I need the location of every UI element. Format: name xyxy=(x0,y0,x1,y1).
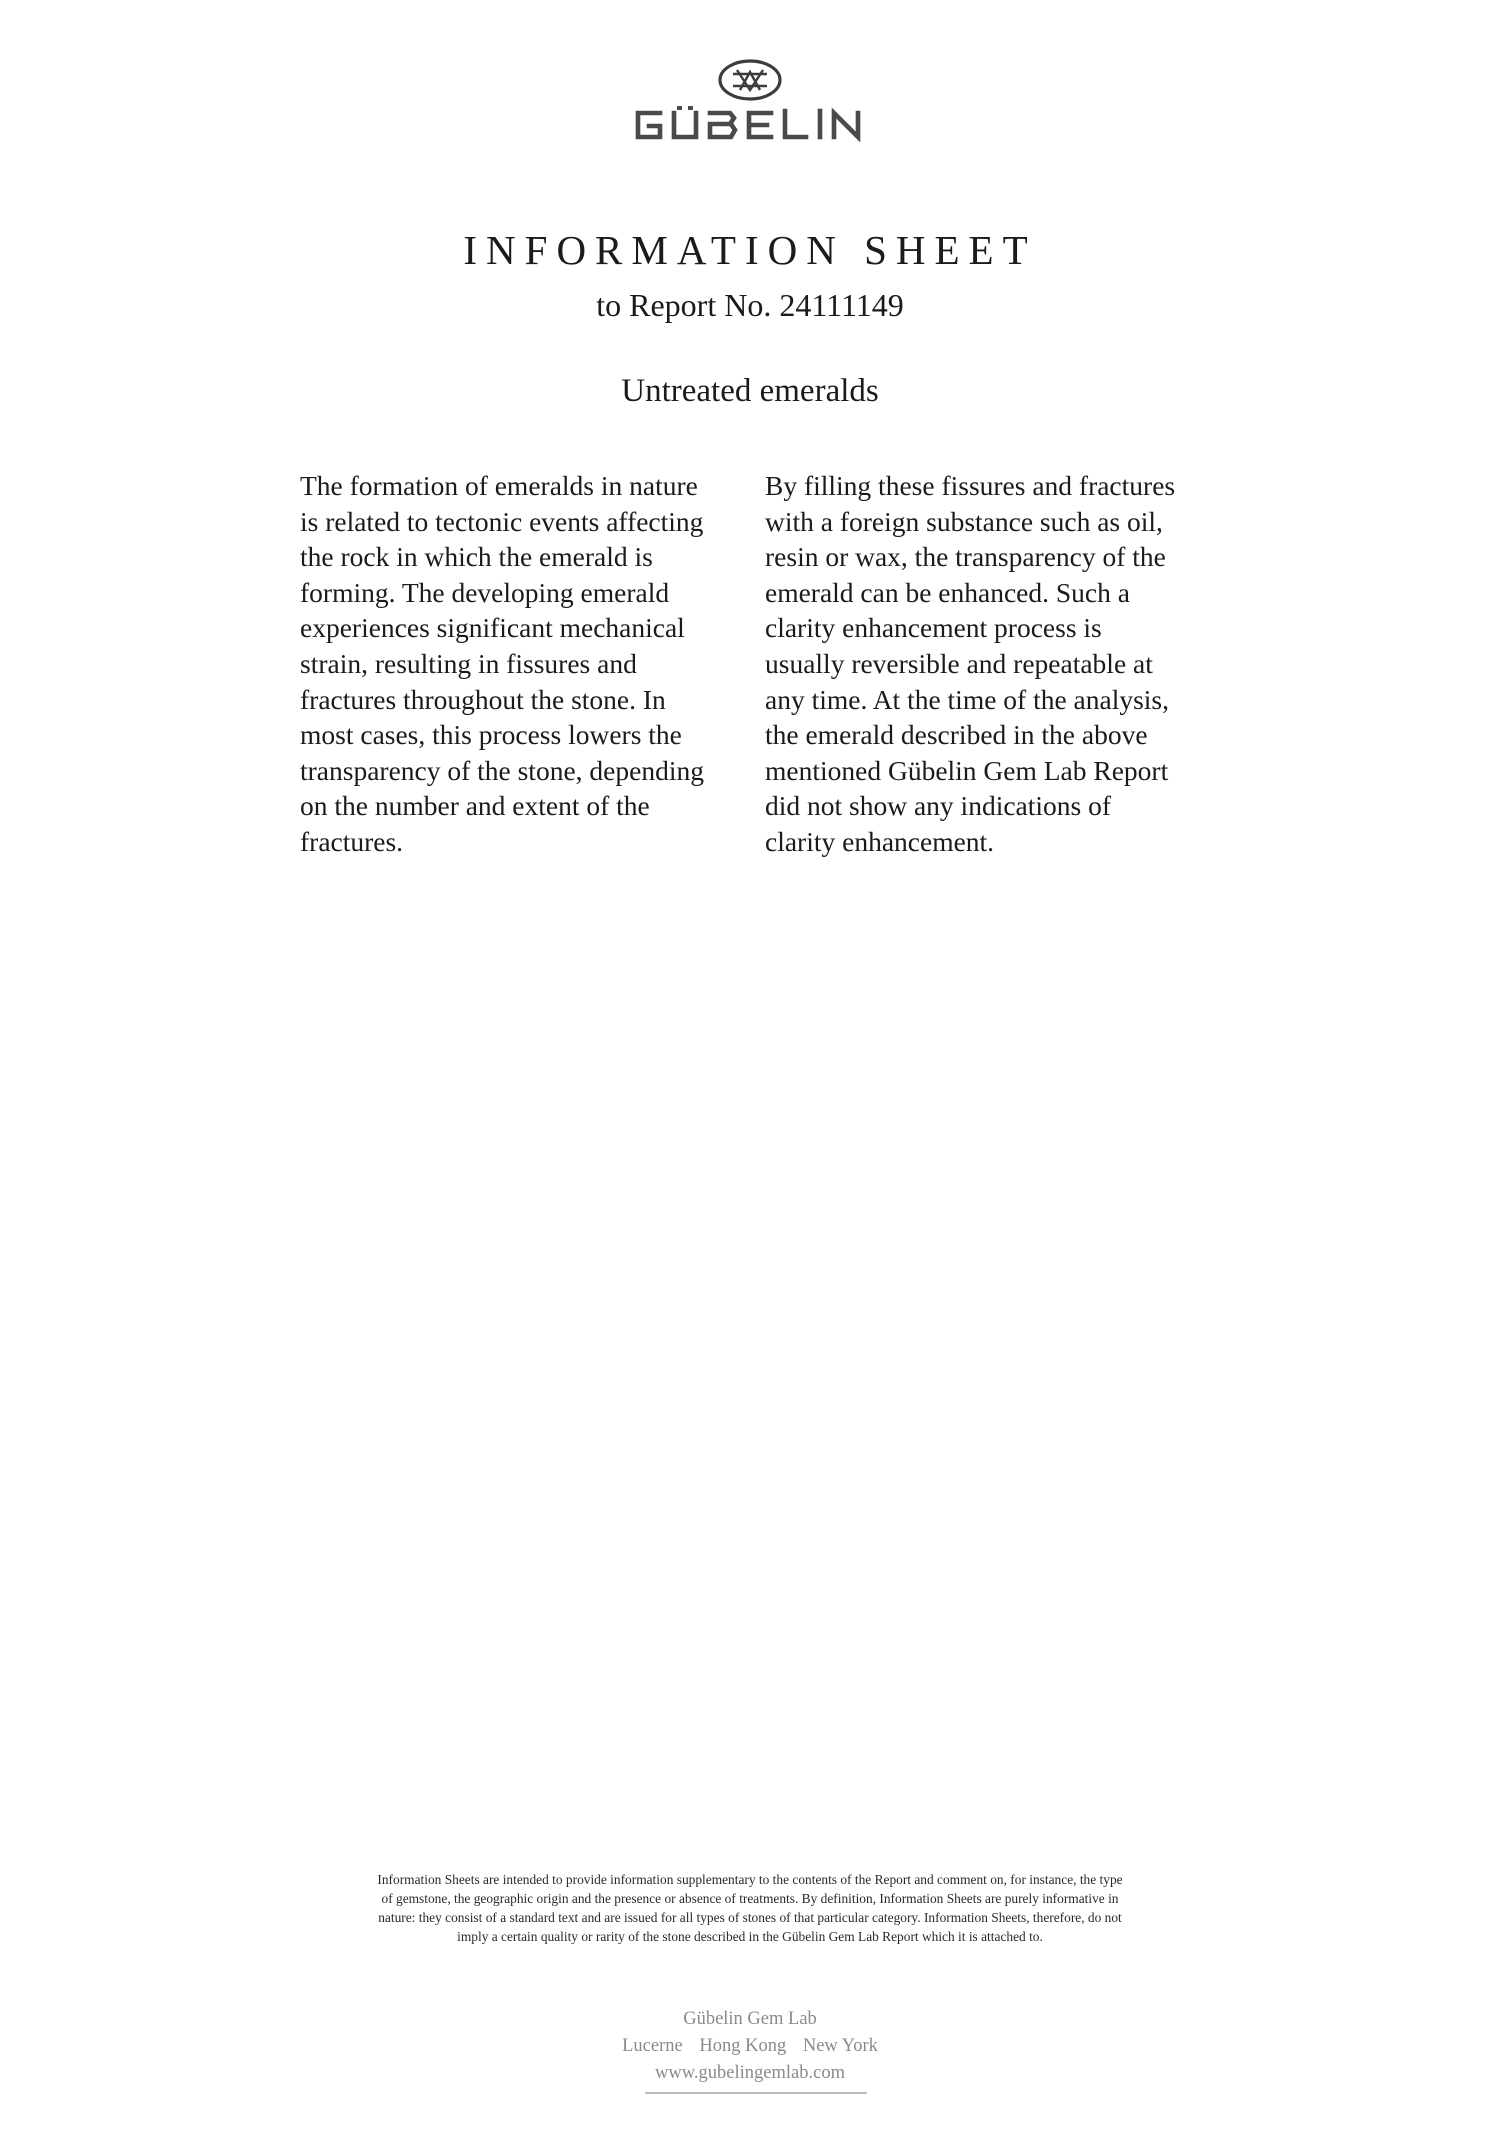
gubelin-logo xyxy=(0,58,1500,142)
report-number: to Report No. 24111149 xyxy=(596,287,904,323)
text-line: with a foreign substance such as oil, xyxy=(765,505,1163,537)
footer-cities xyxy=(0,2033,1500,2060)
disclaimer-line: of gemstone, the geographic origin and the presence or absence of treatments. By definition, Information Sheets are purely informative in xyxy=(381,1891,1119,1906)
text-line: clarity enhancement process is xyxy=(765,612,1102,644)
text-line: usually reversible and repeatable at xyxy=(765,647,1153,679)
text-line: fractures throughout the stone. In xyxy=(300,683,666,715)
text-line: resin or wax, the transparency of the xyxy=(765,541,1166,573)
text-line: The formation of emeralds in nature xyxy=(300,470,698,501)
section-title: Untreated emeralds xyxy=(621,373,879,409)
text-line: clarity enhancement. xyxy=(765,825,995,857)
gubelin-emblem-icon xyxy=(715,58,785,102)
text-line: any time. At the time of the analysis, xyxy=(765,683,1170,715)
text-line: transparency of the stone, depending xyxy=(300,754,704,786)
text-line: the emerald described in the above xyxy=(765,719,1148,751)
disclaimer-line: Information Sheets are intended to provide information supplementary to the contents of the Report and comment on, for instance, the type xyxy=(377,1872,1123,1887)
footer-city: New York xyxy=(802,2036,878,2056)
text-line: emerald can be enhanced. Such a xyxy=(765,576,1130,608)
text-line: By filling these fissures and fractures xyxy=(765,470,1176,501)
footer-lab-name: Gübelin Gem Lab xyxy=(683,2009,817,2029)
text-line: strain, resulting in fissures and xyxy=(300,647,637,679)
text-line: most cases, this process lowers the xyxy=(300,719,682,751)
disclaimer xyxy=(290,1870,1210,1946)
gubelin-wordmark xyxy=(630,106,870,142)
body-left-column xyxy=(300,468,750,860)
footer-city: Lucerne xyxy=(622,2036,683,2056)
text-line: mentioned Gübelin Gem Lab Report xyxy=(765,754,1169,786)
disclaimer-line: imply a certain quality or rarity of the stone described in the Gübelin Gem Lab Report which it is attached to. xyxy=(457,1929,1043,1944)
text-line: forming. The developing emerald xyxy=(300,576,670,608)
disclaimer-line: nature: they consist of a standard text and are issued for all types of stones of that particular category. Information Sheets, therefore, do not xyxy=(378,1910,1122,1925)
text-line: the rock in which the emerald is xyxy=(300,541,653,573)
text-line: did not show any indications of xyxy=(765,790,1112,822)
document-title: INFORMATION SHEET xyxy=(463,227,1037,273)
footer-city: Hong Kong xyxy=(699,2036,787,2056)
footer-website-link[interactable]: www.gubelingemlab.com xyxy=(655,2063,845,2083)
footer-divider xyxy=(645,2092,867,2094)
body-right-column xyxy=(765,468,1215,860)
footer xyxy=(0,2006,1500,2087)
text-line: experiences significant mechanical xyxy=(300,612,685,644)
text-line: fractures. xyxy=(300,825,404,857)
text-line: on the number and extent of the xyxy=(300,790,650,822)
text-line: is related to tectonic events affecting xyxy=(300,505,704,537)
